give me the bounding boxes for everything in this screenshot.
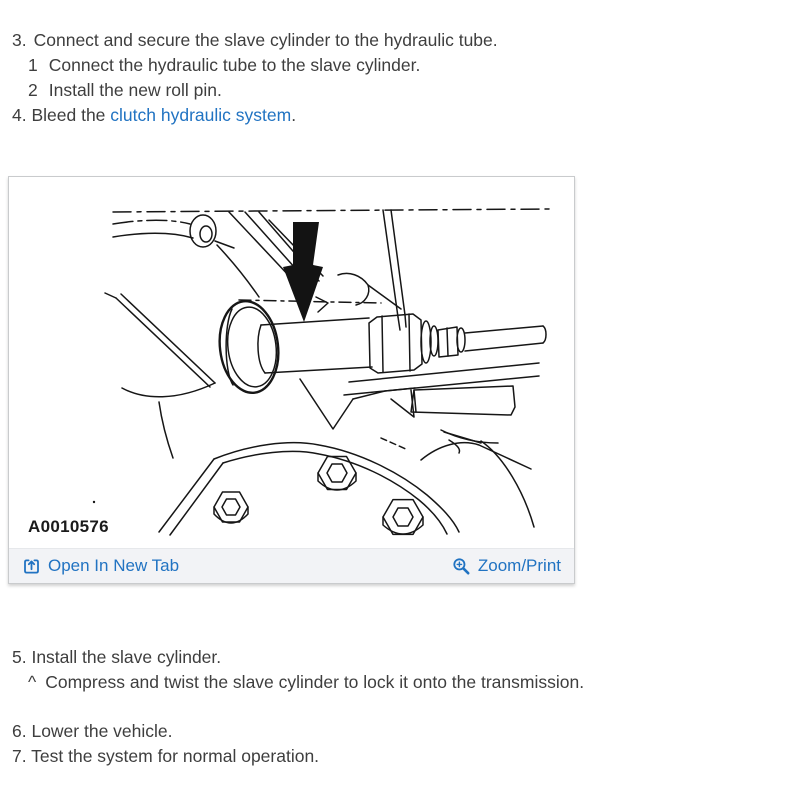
step-3-substep-1	[12, 53, 790, 78]
step-7	[12, 744, 790, 769]
step-6	[12, 719, 790, 744]
note-marker: ^	[28, 672, 37, 692]
procedure-steps-bottom	[12, 645, 790, 769]
open-in-new-tab-icon	[22, 557, 41, 576]
clutch-hydraulic-system-link[interactable]: clutch hydraulic system	[110, 105, 292, 125]
substep-number: 2	[28, 80, 38, 100]
step-5	[12, 645, 790, 670]
step-text: Connect and secure the slave cylinder to the hydraulic tube.	[33, 30, 498, 50]
substep-text: Install the new roll pin.	[48, 80, 222, 100]
step-text-suffix: .	[291, 105, 297, 125]
open-in-new-tab-label: Open In New Tab	[48, 556, 180, 575]
down-arrow-marker	[283, 222, 323, 322]
zoom-print-link[interactable]	[452, 556, 561, 576]
note-text: Compress and twist the slave cylinder to lock it onto the transmission.	[45, 672, 585, 692]
step-3	[12, 28, 790, 53]
step-text: 4. Bleed the	[12, 105, 106, 125]
figure-id-label: A0010576	[28, 517, 109, 536]
step-4	[12, 103, 790, 128]
step-text: 6. Lower the vehicle.	[12, 721, 173, 741]
zoom-print-label: Zoom/Print	[477, 556, 561, 575]
slave-cylinder-illustration	[9, 177, 574, 548]
substep-number: 1	[28, 55, 38, 75]
figure-footer-bar	[9, 548, 574, 583]
open-in-new-tab-link[interactable]	[22, 556, 179, 576]
spacer	[12, 695, 790, 719]
figure-image-area[interactable]	[9, 177, 574, 548]
procedure-steps-top	[12, 28, 790, 128]
step-text: 7. Test the system for normal operation.	[12, 746, 320, 766]
step-5-note	[12, 670, 790, 695]
figure-panel	[8, 176, 575, 584]
zoom-plus-icon	[452, 557, 471, 576]
step-text: 5. Install the slave cylinder.	[12, 647, 222, 667]
step-3-substep-2	[12, 78, 790, 103]
step-number: 3.	[12, 30, 27, 50]
substep-text: Connect the hydraulic tube to the slave cylinder.	[48, 55, 421, 75]
